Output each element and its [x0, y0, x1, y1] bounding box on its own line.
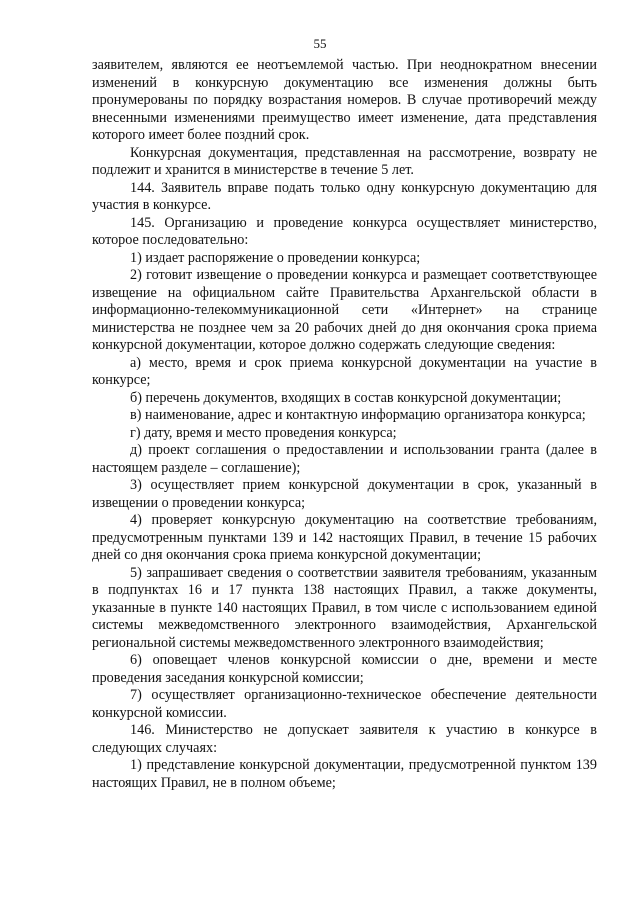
paragraph-documentation-return: Конкурсная документация, представленная на рассмотрение, возврату не подлежит и хранится в министерстве в течение 5 лет. [92, 144, 597, 178]
paragraph-145: 145. Организацию и проведение конкурса осуществляет министерство, которое последовательно: [92, 214, 597, 248]
sub-item-g: г) дату, время и место проведения конкурса; [130, 424, 397, 441]
list-item-145-6: 6) оповещает членов конкурсной комиссии о дне, времени и месте проведения заседания конкурсной комиссии; [92, 652, 597, 686]
page-number: 55 [313, 36, 327, 51]
paragraph-144: 144. Заявитель вправе подать только одну конкурсную документацию для участия в конкурсе. [92, 179, 597, 213]
paragraph-continuation: заявителем, являются ее неотъемлемой частью. При неоднократном внесении изменений в конкурсную документацию все изменения должны быть пронумерованы по порядку возрастания номеров. В случае противоречий между внесенными изменениями преимущество имеет изменение, дата представления которого имеет более поздний срок. [92, 57, 597, 143]
sub-item-v: в) наименование, адрес и контактную информацию организатора конкурса; [130, 407, 586, 423]
sub-item-b: б) перечень документов, входящих в состав конкурсной документации; [130, 389, 562, 406]
document-body [92, 57, 597, 792]
sub-item-a: а) место, время и срок приема конкурсной документации на участие в конкурсе; [92, 354, 597, 388]
list-item-145-4: 4) проверяет конкурсную документацию на соответствие требованиям, предусмотренным пунктами 139 и 142 настоящих Правил, в течение 15 рабочих дней со дня окончания срока приема конкурсной документации; [92, 512, 597, 563]
sub-item-d: д) проект соглашения о предоставлении и использовании гранта (далее в настоящем разделе – соглашение); [92, 442, 597, 476]
list-item-145-1: 1) издает распоряжение о проведении конкурса; [130, 249, 421, 266]
list-item-145-2: 2) готовит извещение о проведении конкурса и размещает соответствующее извещение на официальном сайте Правительства Архангельской области в информационно-телекоммуникационной сети «Интернет» на странице министерства не позднее чем за 20 рабочих дней до дня окончания срока приема конкурсной документации, которое должно содержать следующие сведения: [92, 267, 597, 353]
list-item-145-7: 7) осуществляет организационно-техническое обеспечение деятельности конкурсной комиссии. [92, 687, 597, 721]
list-item-146-1: 1) представление конкурсной документации, предусмотренной пунктом 139 настоящих Правил, не в полном объеме; [92, 757, 597, 791]
list-item-145-5: 5) запрашивает сведения о соответствии заявителя требованиям, указанным в подпунктах 16 и 17 пункта 138 настоящих Правил, а также документы, указанные в пункте 140 настоящих Правил, в том числе с использованием единой системы межведомственного электронного взаимодействия, Архангельской региональной системы межведомственного электронного взаимодействия; [92, 564, 597, 651]
paragraph-146: 146. Министерство не допускает заявителя к участию в конкурсе в следующих случаях: [92, 722, 597, 756]
list-item-145-3: 3) осуществляет прием конкурсной документации в срок, указанный в извещении о проведении конкурса; [92, 477, 597, 511]
